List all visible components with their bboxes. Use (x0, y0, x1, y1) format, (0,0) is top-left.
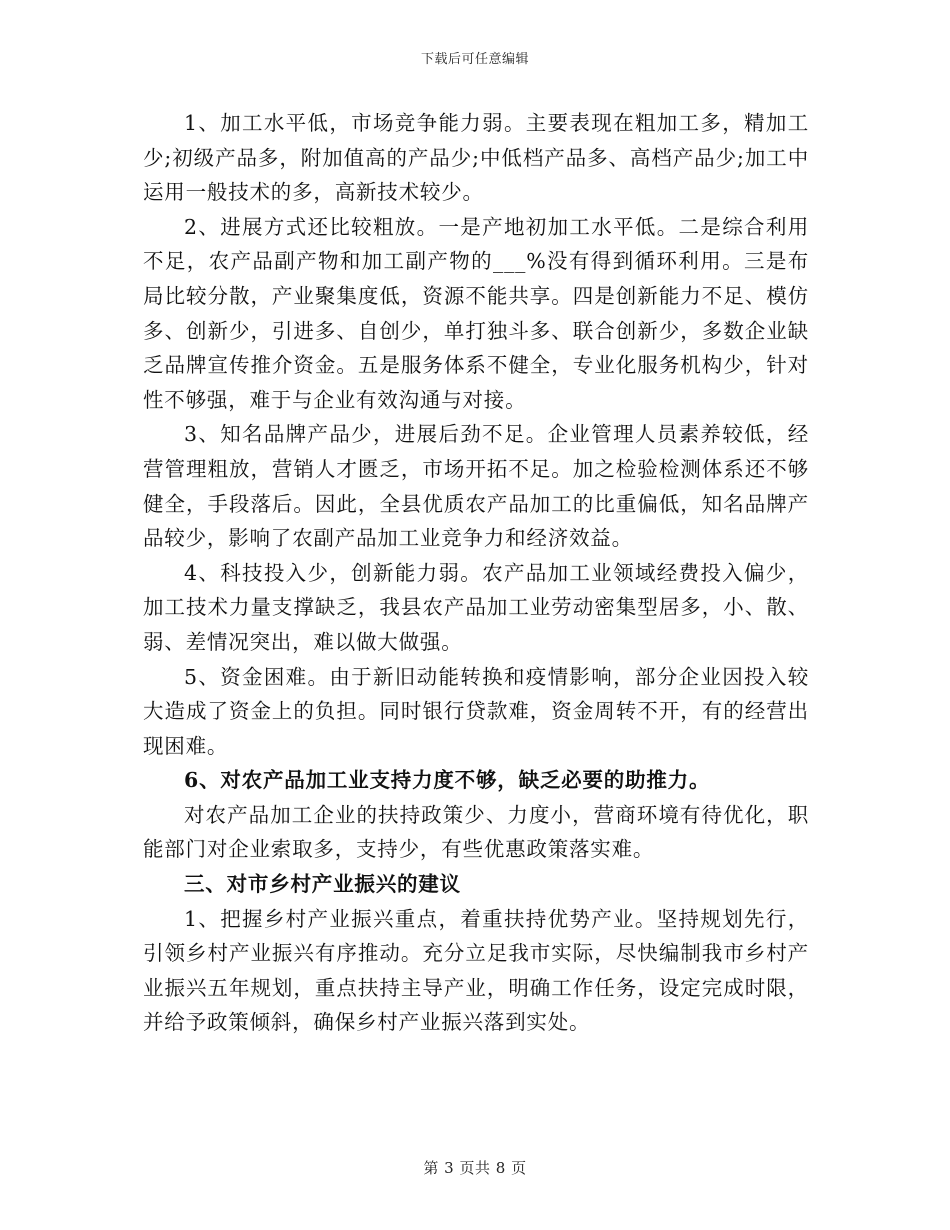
section-heading-3: 三、对市乡村产业振兴的建议 (184, 872, 461, 897)
paragraph-suggestion-1: 1、把握乡村产业振兴重点，着重扶持优势产业。坚持规划先行，引领乡村产业振兴有序推动。充分立足我市实际，尽快编制我市乡村产业振兴五年规划，重点扶持主导产业，明确工作任务，设定完成时限，并给予政策倾斜，确保乡村产业振兴落到实处。 (143, 906, 809, 1035)
paragraph-4: 4、科技投入少，创新能力弱。农产品加工业领域经费投入偏少，加工技术力量支撑缺乏，我县农产品加工业劳动密集型居多，小、散、弱、差情况突出，难以做大做强。 (143, 560, 809, 654)
paragraph-1: 1、加工水平低，市场竞争能力弱。主要表现在粗加工多，精加工少;初级产品多，附加值高的产品少;中低档产品多、高档产品少;加工中运用一般技术的多，高新技术较少。 (143, 111, 809, 205)
paragraph-5: 5、资金困难。由于新旧动能转换和疫情影响，部分企业因投入较大造成了资金上的负担。同时银行贷款难，资金周转不开，有的经营出现困难。 (143, 664, 809, 758)
paragraph-2: 2、进展方式还比较粗放。一是产地初加工水平低。二是综合利用不足，农产品副产物和加工副产物的___%没有得到循环利用。三是布局比较分散，产业聚集度低，资源不能共享。四是创新能力不足、模仿多、创新少，引进多、自创少，单打独斗多、联合创新少，多数企业缺乏品牌宣传推介资金。五是服务体系不健全，专业化服务机构少，针对性不够强，难于与企业有效沟通与对接。 (143, 214, 809, 412)
paragraph-3: 3、知名品牌产品少，进展后劲不足。企业管理人员素养较低，经营管理粗放，营销人才匮乏，市场开拓不足。加之检验检测体系还不够健全，手段落后。因此，全县优质农产品加工的比重偏低，知名品牌产品较少，影响了农副产品加工业竞争力和经济效益。 (143, 422, 809, 551)
page-footer: 第 3 页共 8 页 (423, 1159, 527, 1177)
paragraph-6-body: 对农产品加工企业的扶持政策少、力度小，营商环境有待优化，职能部门对企业索取多，支持少，有些优惠政策落实难。 (143, 802, 809, 862)
document-body (143, 106, 809, 1040)
bold-heading-6: 6、对农产品加工业支持力度不够，缺乏必要的助推力。 (184, 768, 711, 793)
page-header: 下载后可任意编辑 (420, 52, 529, 67)
